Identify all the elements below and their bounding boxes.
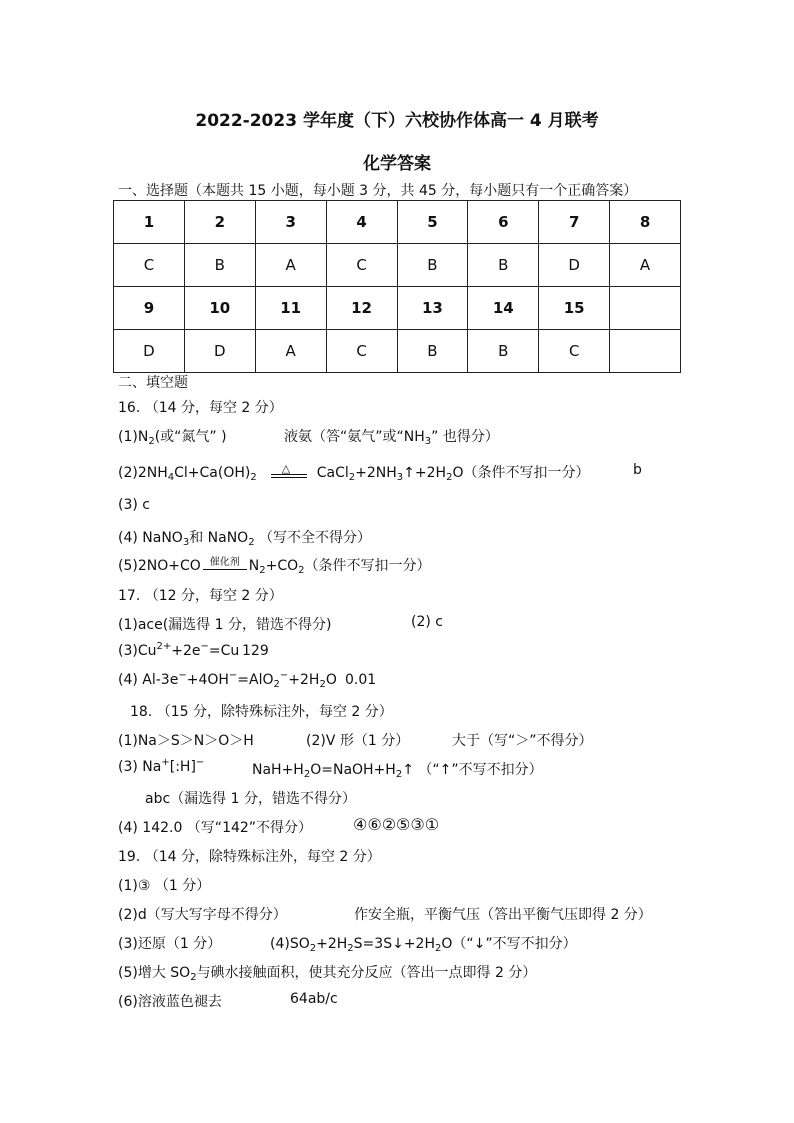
question-number: 12: [326, 287, 397, 330]
q18-line-4: (4) 142.0 （写“142”不得分）: [118, 820, 313, 836]
question-number: 3: [255, 201, 326, 244]
answer-cell: A: [255, 244, 326, 287]
answer-cell: C: [326, 330, 397, 373]
q16-line-1-answer-2: 液氨（答“氨气”或“$NH_3$” 也得分）: [284, 429, 499, 447]
q18-line-2-answer-2: $NaH+H_2O=NaOH+H_2↑$ （“↑”不写不扣分）: [252, 762, 543, 780]
question-number: 14: [468, 287, 539, 330]
answer-cell: B: [468, 244, 539, 287]
answer-cell: D: [184, 330, 255, 373]
q18-line-3: abc（漏选得 1 分，错选不得分）: [145, 791, 356, 807]
q19-line-2-answer-2: 作安全瓶，平衡气压（答出平衡气压即得 2 分）: [354, 907, 652, 923]
question-number: 1: [114, 201, 185, 244]
table-row: [114, 201, 681, 244]
section-choice-heading: 一、选择题（本题共 15 小题，每小题 3 分，共 45 分，每小题只有一个正确答案）: [118, 183, 638, 199]
q19-header: 19. （14 分，除特殊标注外，每空 2 分）: [118, 849, 381, 865]
question-number: 8: [610, 201, 681, 244]
q16-line-2-answer-2: b: [633, 462, 642, 478]
answer-cell: D: [539, 244, 610, 287]
question-number: 11: [255, 287, 326, 330]
question-number: 15: [539, 287, 610, 330]
question-number: 7: [539, 201, 610, 244]
section-fill-heading: 二、填空题: [118, 375, 188, 391]
question-number: 9: [114, 287, 185, 330]
q19-line-2: (2)d（写大写字母不得分）: [118, 907, 287, 923]
answer-cell: C: [326, 244, 397, 287]
question-number: 2: [184, 201, 255, 244]
table-row: [114, 244, 681, 287]
q17-line-1-answer-2: (2) c: [411, 614, 443, 630]
q16-line-3: (3) c: [118, 497, 150, 513]
q18-header: 18. （15 分，除特殊标注外，每空 2 分）: [130, 704, 393, 720]
question-number: 10: [184, 287, 255, 330]
q18-line-2: (3) Na+[:H]−: [118, 757, 205, 775]
q17-line-4: (4) $Al-3e^-+4OH^-=AlO_2^-+2H_2O$: [118, 670, 337, 690]
q19-line-4: $(4)SO_2+2H_2S=3S↓+2H_2O(“↓$”不写不扣分）: [270, 936, 577, 954]
q17-header: 17. （12 分，每空 2 分）: [118, 588, 283, 604]
table-row: [114, 287, 681, 330]
answer-cell: B: [397, 330, 468, 373]
q19-line-6-answer-2: 64ab/c: [290, 991, 338, 1007]
q19-line-6: (6)溶液蓝色褪去: [118, 994, 222, 1010]
question-number: [610, 287, 681, 330]
question-number: 6: [468, 201, 539, 244]
heat-condition-symbol: △: [271, 466, 307, 480]
answer-table: [113, 200, 681, 373]
table-row: [114, 330, 681, 373]
answer-cell: C: [114, 244, 185, 287]
question-number: 5: [397, 201, 468, 244]
q16-line-2: $(2)2NH_4Cl+Ca(OH)_2$ △ $CaCl_2+2NH_3↑+2H_2O$（条件不写扣一分）: [118, 462, 590, 483]
answer-cell: A: [255, 330, 326, 373]
q19-line-1: (1)③ （1 分）: [118, 878, 211, 894]
answer-cell: D: [114, 330, 185, 373]
answer-cell: B: [397, 244, 468, 287]
q18-line-1: (1)Na＞S＞N＞O＞H: [118, 733, 254, 749]
q17-line-3: $(3)Cu^{2+}+2e^-=Cu$: [118, 641, 240, 659]
question-number: 13: [397, 287, 468, 330]
answer-cell: B: [468, 330, 539, 373]
q18-line-1-answer-3: 大于（写“＞”不得分）: [452, 733, 593, 749]
q19-line-5: (5)增大 $SO_2$与碘水接触面积，使其充分反应（答出一点即得 2 分）: [118, 965, 537, 983]
q16-line-5: (5)2NO+CO 催化剂 $N_2+CO_2$（条件不写扣一分）: [118, 557, 431, 576]
page-subtitle: 化学答案: [363, 154, 431, 174]
q17-line-1: (1)ace(漏选得 1 分，错选不得分): [118, 617, 332, 633]
q19-line-3: (3)还原（1 分）: [118, 936, 222, 952]
q17-line-3-answer-2: 129: [242, 643, 269, 659]
answer-cell: B: [184, 244, 255, 287]
answer-cell: A: [610, 244, 681, 287]
q17-line-4-answer-2: 0.01: [345, 672, 377, 688]
q16-line-4: (4) NaNO$_3$和 NaNO$_2$ （写不全不得分）: [118, 530, 372, 548]
question-number: 4: [326, 201, 397, 244]
q16-header: 16. （14 分，每空 2 分）: [118, 400, 283, 416]
catalyst-condition-symbol: 催化剂: [203, 558, 247, 574]
q16-line-1: $(1)N_2$(或“氮气” ): [118, 429, 227, 447]
q18-line-1-answer-2: (2)V 形（1 分）: [306, 733, 410, 749]
answer-cell: [610, 330, 681, 373]
q18-line-4-answer-2: ④⑥②⑤③①: [353, 815, 440, 834]
answer-cell: C: [539, 330, 610, 373]
page-title: 2022-2023 学年度（下）六校协作体高一 4 月联考: [195, 111, 599, 131]
